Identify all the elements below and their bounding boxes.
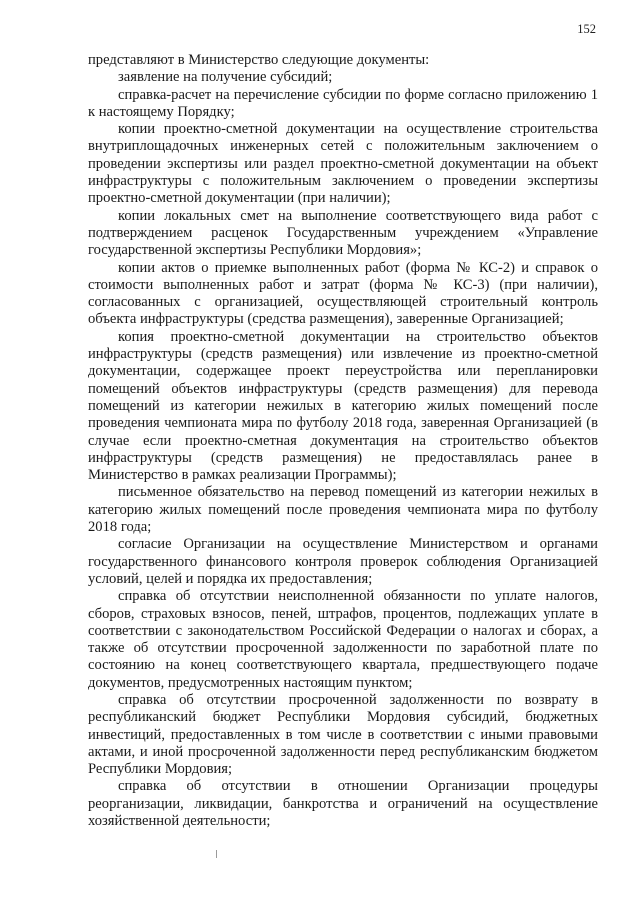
scan-mark	[216, 850, 217, 858]
document-body	[88, 52, 598, 830]
paragraph-reorganization-certificate: справка об отсутствии в отношении Организации процедуры реорганизации, ликвидации, банкротства и ограничений на осуществление хозяйственной деятельности;	[88, 778, 598, 830]
paragraph-application: заявление на получение субсидий;	[118, 69, 333, 86]
paragraph-debt-certificate: справка об отсутствии просроченной задолженности по возврату в республиканский бюджет Республики Мордовия субсидий, бюджетных инвестиций, предоставленных в том числе в соответствии с иными правовыми актами, и иной просроченной задолженности перед республиканским бюджетом Республики Мордовия;	[88, 691, 598, 778]
paragraph-written-obligation: письменное обязательство на перевод помещений из категории нежилых в категорию жилых помещений после проведения чемпионата мира по футболу 2018 года;	[88, 484, 598, 536]
paragraph-consent: согласие Организации на осуществление Министерством и органами государственного финансового контроля проверок соблюдения Организацией условий, целей и порядка их предоставления;	[88, 536, 598, 587]
paragraph-acceptance-acts: копии актов о приемке выполненных работ (форма № КС-2) и справок о стоимости выполненных работ и затрат (форма № КС-3) (при наличии), согласованных с организацией, осуществляющей строительный контроль объекта инфраструктуры (средства размещения), заверенные Организацией;	[88, 259, 598, 328]
lead-sentence: представляют в Министерство следующие документы:	[88, 52, 430, 68]
paragraph-local-estimates: копии локальных смет на выполнение соответствующего вида работ с подтверждением расценок Государственным учреждением «Управление государственной экспертизы Республики Мордовия»;	[88, 207, 598, 259]
page-number: 152	[577, 22, 596, 36]
paragraph-calculation-certificate: справка-расчет на перечисление субсидии по форме согласно приложению 1 к настоящему Порядку;	[88, 86, 598, 120]
paragraph-tax-certificate: справка об отсутствии неисполненной обязанности по уплате налогов, сборов, страховых взносов, пеней, штрафов, процентов, подлежащих уплате в соответствии с законодательством Российской Федерации о налогах и сборах, а также об отсутствии просроченной задолженности по заработной плате по состоянию на конец соответствующего квартала, предшествующего подаче документов, предусмотренных настоящим пунктом;	[88, 588, 598, 691]
paragraph-design-copy: копия проектно-сметной документации на строительство объектов инфраструктуры (средств размещения) или извлечение из проектно-сметной документации, содержащее проект переустройства или перепланировки помещений объектов инфраструктуры (средств размещения) для перевода помещений из категории нежилых в категорию жилых помещений после проведения чемпионата мира по футболу 2018 года, заверенная Организацией (в случае если проектно-сметная документация на строительство объектов инфраструктуры (средств размещения) не предоставлялась ранее в Министерство в рамках реализации Программы);	[88, 328, 598, 484]
paragraph-design-documentation: копии проектно-сметной документации на осуществление строительства внутриплощадочных инженерных сетей с положительным заключением о проведении экспертизы или раздел проектно-сметной документации на объект инфраструктуры с положительным заключением о проведении экспертизы проектно-сметной документации (при наличии);	[88, 121, 598, 207]
